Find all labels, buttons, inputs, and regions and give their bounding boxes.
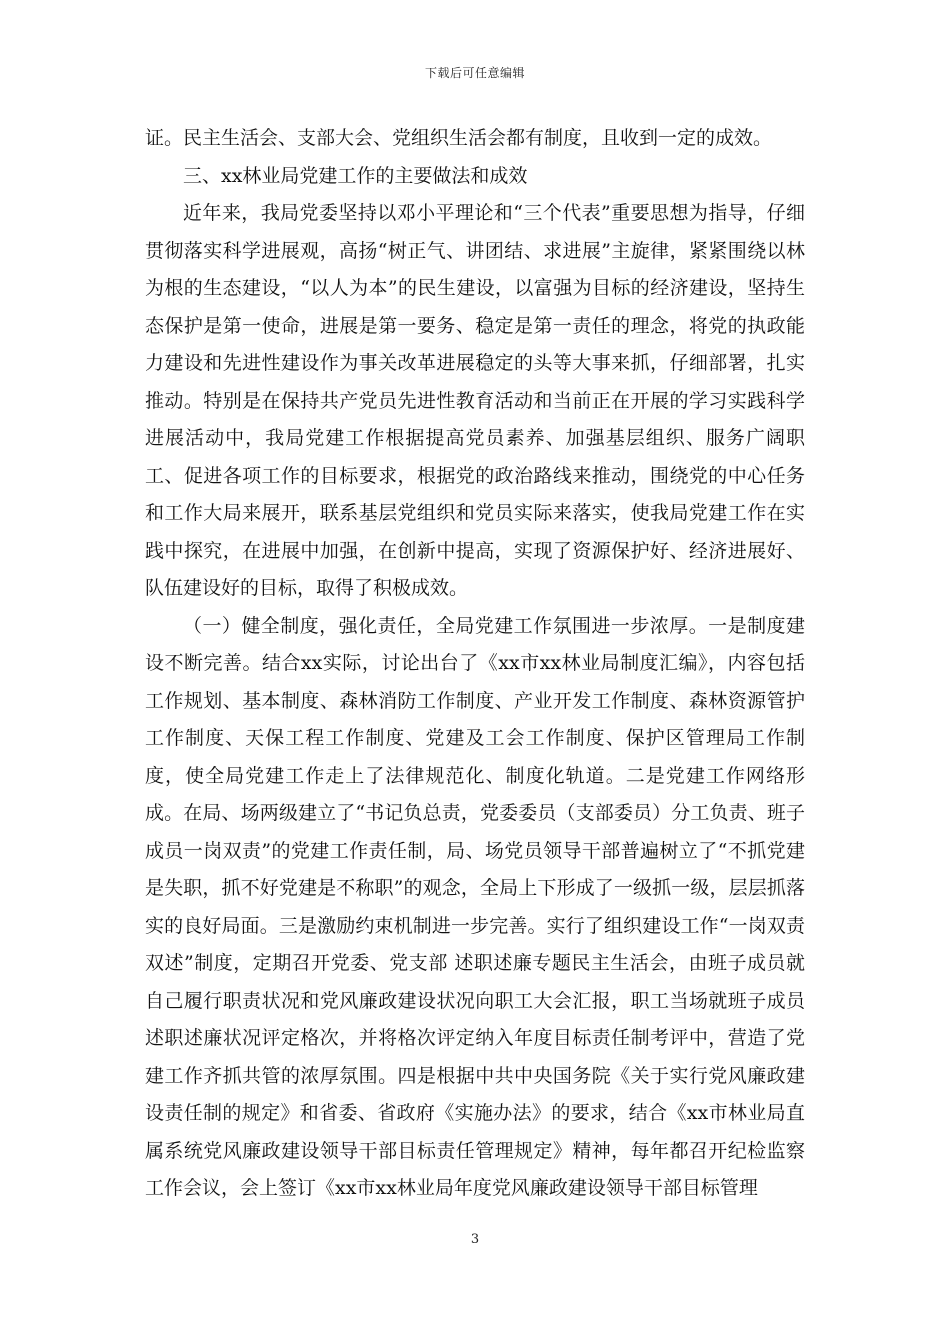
paragraph-subsection-1: （一）健全制度，强化责任，全局党建工作氛围进一步浓厚。一是制度建设不断完善。结合xx实际，讨论出台了《xx市xx林业局制度汇编》，内容包括工作规划、基本制度、森林消防工作制度、产业开发工作制度、森林资源管护工作制度、天保工程工作制度、党建及工会工作制度、保护区管理局工作制度，使全局党建工作走上了法律规范化、制度化轨道。二是党建工作网络形成。在局、场两级建立了“书记负总责，党委委员（支部委员）分工负责、班子成员一岗双责”的党建工作责任制，局、场党员领导干部普遍树立了“不抓党建是失职，抓不好党建是不称职”的观念，全局上下形成了一级抓一级，层层抓落实的良好局面。三是激励约束机制进一步完善。实行了组织建设工作“一岗双责双述”制度，定期召开党委、党支部 述职述廉专题民主生活会，由班子成员就自己履行职责状况和党风廉政建设状况向职工大会汇报，职工当场就班子成员 述职述廉状况评定格次，并将格次评定纳入年度目标责任制考评中，营造了党建工作齐抓共管的浓厚氛围。四是根据中共中央国务院《关于实行党风廉政建设责任制的规定》和省委、省政府《实施办法》的要求，结合《xx市林业局直属系统党风廉政建设领导干部目标责任管理规定》精神，每年都召开纪检监察工作会议，会上签订《xx市xx林业局年度党风廉政建设领导干部目标管理 bbox=[145, 614, 805, 1199]
page-number: 3 bbox=[470, 1232, 480, 1247]
page-header: 下载后可任意编辑 bbox=[424, 66, 525, 80]
paragraph-continuation: 证。民主生活会、支部大会、党组织生活会都有制度，且收到一定的成效。 bbox=[145, 127, 773, 149]
section-heading: 三、xx林业局党建工作的主要做法和成效 bbox=[183, 164, 528, 187]
paragraph-intro: 近年来，我局党委坚持以邓小平理论和“三个代表”重要思想为指导，仔细贯彻落实科学进展观，高扬“树正气、讲团结、求进展”主旋律，紧紧围绕以林为根的生态建设，“以人为本”的民生建设，以富强为目标的经济建设，坚持生态保护是第一使命，进展是第一要务、稳定是第一责任的理念，将党的执政能力建设和先进性建设作为事关改革进展稳定的头等大事来抓，仔细部署，扎实推动。特别是在保持共产党员先进性教育活动和当前正在开展的学习实践科学进展活动中，我局党建工作根据提高党员素养、加强基层组织、服务广阔职工、促进各项工作的目标要求，根据党的政治路线来推动，围绕党的中心任务和工作大局来展开，联系基层党组织和党员实际来落实，使我局党建工作在实践中探究，在进展中加强，在创新中提高，实现了资源保护好、经济进展好、队伍建设好的目标，取得了积极成效。 bbox=[145, 202, 805, 599]
document-body bbox=[145, 120, 805, 1208]
